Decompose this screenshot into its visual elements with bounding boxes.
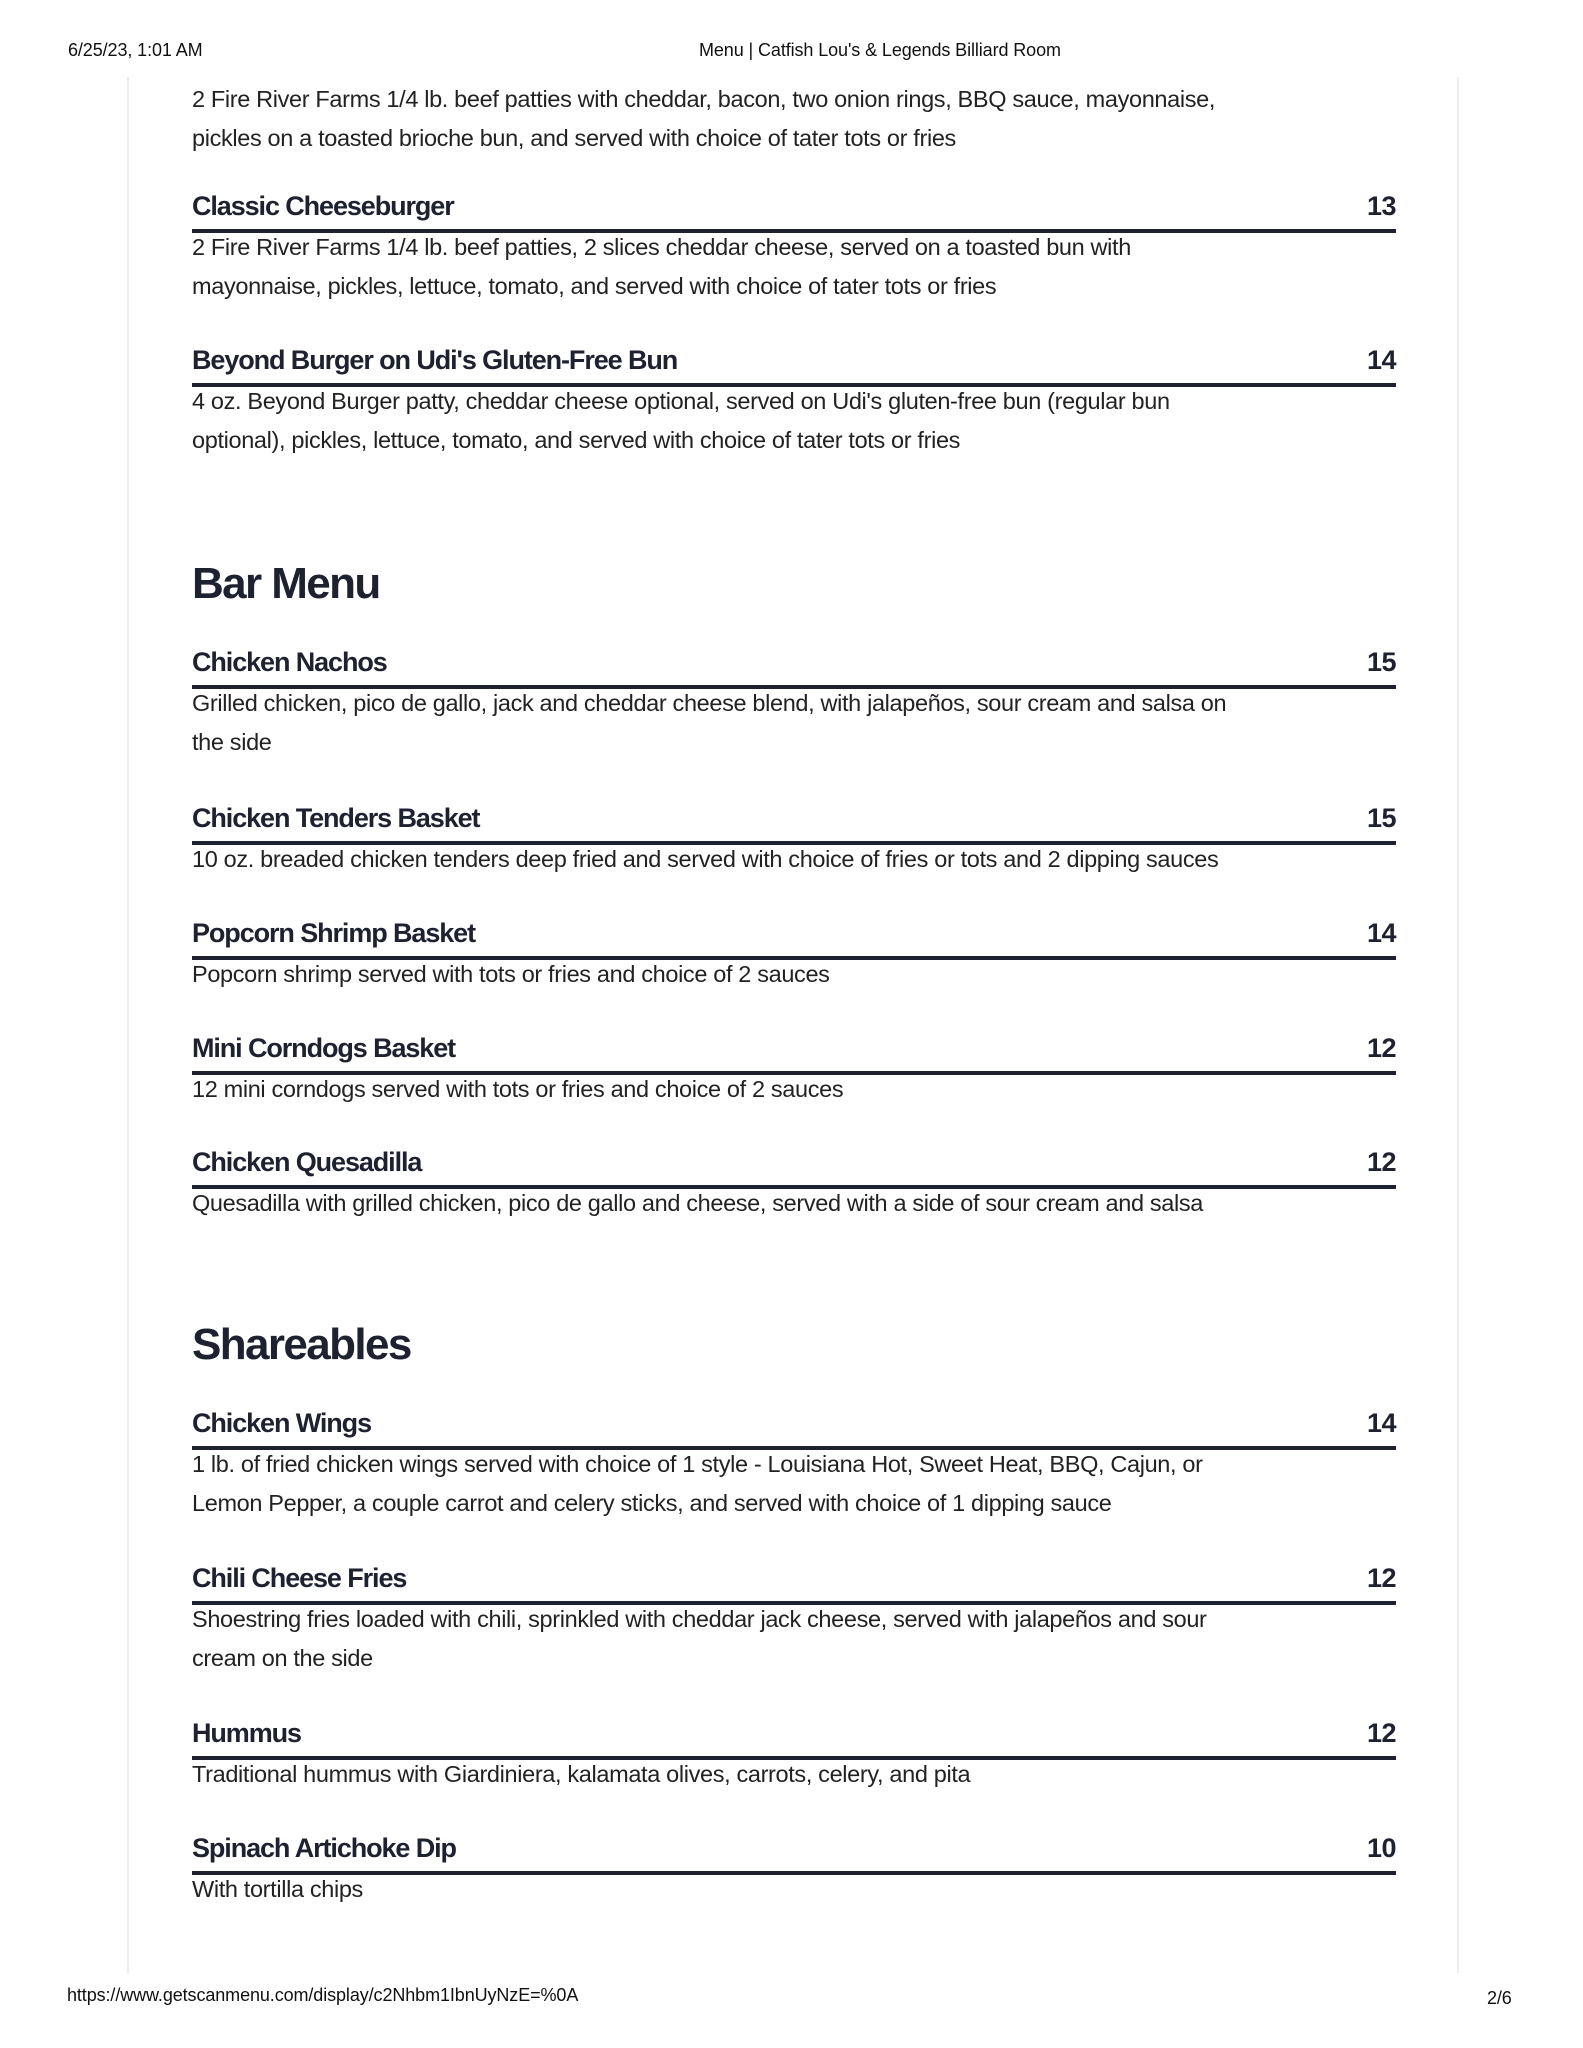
- menu-item-price: 14: [1366, 1408, 1396, 1438]
- menu-item-header: [192, 803, 1396, 845]
- description-line: Grilled chicken, pico de gallo, jack and cheddar cheese blend, with jalapeños, sour cream and salsa on: [192, 690, 1227, 716]
- menu-item-description: [192, 228, 1396, 305]
- description-line: Lemon Pepper, a couple carrot and celery sticks, and served with choice of 1 dipping sauce: [192, 1489, 1112, 1516]
- description-line: With tortilla chips: [192, 1876, 363, 1902]
- section-title-shareables: Shareables: [192, 1320, 411, 1369]
- menu-item-chicken-wings: [192, 1408, 1396, 1522]
- menu-item-name: Hummus: [192, 1718, 301, 1748]
- menu-item-price: 12: [1366, 1033, 1396, 1063]
- print-page-title: Menu | Catfish Lou's & Legends Billiard Room: [699, 40, 1061, 60]
- menu-item-description: [192, 955, 1396, 994]
- description-line: Traditional hummus with Giardiniera, kalamata olives, carrots, celery, and pita: [192, 1761, 971, 1787]
- menu-item-description: [192, 840, 1396, 879]
- menu-item-name: Chicken Nachos: [192, 647, 387, 677]
- menu-item-name: Popcorn Shrimp Basket: [192, 918, 475, 948]
- menu-item-header: [192, 345, 1396, 387]
- description-line: the side: [192, 728, 272, 755]
- menu-item-description: [192, 1755, 1396, 1794]
- print-page-number: 2/6: [1487, 1988, 1512, 2008]
- menu-item-description: [192, 1184, 1396, 1223]
- menu-item-name: Spinach Artichoke Dip: [192, 1833, 456, 1863]
- menu-item-price: 12: [1366, 1718, 1396, 1748]
- description-line: 2 Fire River Farms 1/4 lb. beef patties, 2 slices cheddar cheese, served on a toasted bun with: [192, 234, 1131, 260]
- menu-item-header: [192, 1033, 1396, 1075]
- menu-item-chicken-nachos: [192, 647, 1396, 761]
- description-line: Shoestring fries loaded with chili, sprinkled with cheddar jack cheese, served with jalapeños and sour: [192, 1606, 1207, 1632]
- menu-item-hummus: [192, 1718, 1396, 1794]
- menu-item-beyond-burger: [192, 345, 1396, 459]
- description-line: 2 Fire River Farms 1/4 lb. beef patties with cheddar, bacon, two onion rings, BBQ sauce, mayonnaise,: [192, 86, 1216, 112]
- menu-item-name: Chicken Tenders Basket: [192, 803, 480, 833]
- menu-item-header: [192, 918, 1396, 960]
- menu-item-description: [192, 1600, 1396, 1677]
- description-line: Quesadilla with grilled chicken, pico de gallo and cheese, served with a side of sour cream and salsa: [192, 1190, 1203, 1216]
- menu-item-header: [192, 1408, 1396, 1450]
- menu-item-price: 15: [1366, 803, 1396, 833]
- menu-item-price: 10: [1366, 1833, 1396, 1863]
- menu-item-price: 15: [1366, 647, 1396, 677]
- description-line: 1 lb. of fried chicken wings served with choice of 1 style - Louisiana Hot, Sweet Heat, BBQ, Cajun, or: [192, 1451, 1203, 1477]
- menu-item-name: Chicken Quesadilla: [192, 1147, 422, 1177]
- menu-item-price: 13: [1366, 191, 1396, 221]
- menu-item-description: [192, 684, 1396, 761]
- description-line: cream on the side: [192, 1644, 373, 1671]
- menu-item-chicken-tenders-basket: [192, 803, 1396, 879]
- print-datetime: 6/25/23, 1:01 AM: [68, 40, 203, 60]
- description-line: Popcorn shrimp served with tots or fries and choice of 2 sauces: [192, 961, 830, 987]
- menu-item-header: [192, 191, 1396, 233]
- description-line: 4 oz. Beyond Burger patty, cheddar cheese optional, served on Udi's gluten-free bun (regular bun: [192, 388, 1170, 414]
- menu-item-price: 14: [1366, 345, 1396, 375]
- description-line: 12 mini corndogs served with tots or fries and choice of 2 sauces: [192, 1076, 844, 1102]
- menu-item-name: Classic Cheeseburger: [192, 191, 454, 221]
- menu-item-description: [192, 1445, 1396, 1522]
- print-footer-url: https://www.getscanmenu.com/display/c2Nhbm1IbnUyNzE=%0A: [67, 1985, 579, 2005]
- description-line: 10 oz. breaded chicken tenders deep fried and served with choice of fries or tots and 2 dipping sauces: [192, 846, 1219, 872]
- section-title-bar-menu: Bar Menu: [192, 559, 380, 608]
- menu-item-price: 14: [1366, 918, 1396, 948]
- menu-item-header: [192, 1563, 1396, 1605]
- menu-item-price: 12: [1366, 1147, 1396, 1177]
- menu-item-mini-corndogs-basket: [192, 1033, 1396, 1109]
- menu-item-description: [192, 1070, 1396, 1109]
- menu-item-chicken-quesadilla: [192, 1147, 1396, 1223]
- description-line: mayonnaise, pickles, lettuce, tomato, and served with choice of tater tots or fries: [192, 272, 997, 299]
- menu-item-spinach-artichoke-dip: [192, 1833, 1396, 1909]
- menu-item-description: [192, 382, 1396, 459]
- continued-item-description: [192, 80, 1215, 157]
- menu-item-name: Beyond Burger on Udi's Gluten-Free Bun: [192, 345, 678, 375]
- card-right-border: [1457, 77, 1459, 1973]
- menu-item-popcorn-shrimp-basket: [192, 918, 1396, 994]
- card-left-border: [127, 77, 129, 1973]
- menu-item-name: Chili Cheese Fries: [192, 1563, 407, 1593]
- menu-item-header: [192, 1718, 1396, 1760]
- menu-item-price: 12: [1366, 1563, 1396, 1593]
- menu-item-chili-cheese-fries: [192, 1563, 1396, 1677]
- menu-item-header: [192, 1833, 1396, 1875]
- description-line: pickles on a toasted brioche bun, and served with choice of tater tots or fries: [192, 124, 956, 151]
- menu-item-classic-cheeseburger: [192, 191, 1396, 305]
- menu-item-name: Chicken Wings: [192, 1408, 371, 1438]
- menu-item-header: [192, 647, 1396, 689]
- menu-item-header: [192, 1147, 1396, 1189]
- menu-item-name: Mini Corndogs Basket: [192, 1033, 456, 1063]
- description-line: optional), pickles, lettuce, tomato, and served with choice of tater tots or fries: [192, 426, 961, 453]
- menu-item-description: [192, 1870, 1396, 1909]
